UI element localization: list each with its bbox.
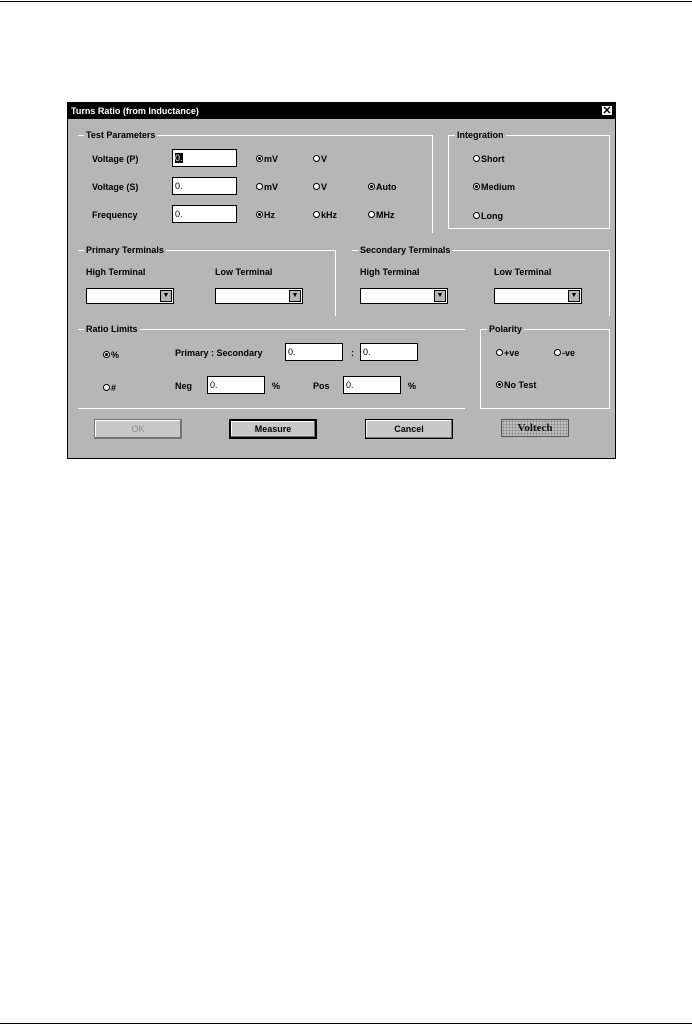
secondary-low-terminal-label: Low Terminal: [494, 267, 552, 277]
secondary-terminals-legend: Secondary Terminals: [360, 245, 451, 255]
ok-button[interactable]: OK: [94, 419, 182, 439]
frequency-unit-khz-radio[interactable]: kHz: [313, 210, 337, 221]
voltage-p-unit-v-radio[interactable]: V: [313, 154, 327, 165]
voltage-s-unit-v-radio[interactable]: V: [313, 182, 327, 193]
page-bottom-rule: [0, 1023, 692, 1024]
voltage-s-unit-mv-radio[interactable]: mV: [256, 182, 278, 193]
primary-secondary-label: Primary : Secondary: [175, 348, 263, 358]
voltech-logo: Voltech: [501, 419, 569, 437]
ratio-limits-group: [78, 324, 465, 409]
neg-unit: %: [272, 381, 281, 391]
ratio-primary-input[interactable]: 0.: [285, 343, 343, 361]
voltage-s-input[interactable]: 0.: [172, 177, 237, 195]
dialog-titlebar: [68, 103, 615, 119]
chevron-down-icon: ▼: [289, 290, 301, 302]
ratio-limits-legend: Ratio Limits: [86, 324, 138, 334]
ratio-mode-hash-radio[interactable]: #: [103, 383, 116, 394]
voltage-p-input[interactable]: 0.: [172, 149, 237, 167]
voltage-p-unit-mv-radio[interactable]: mV: [256, 154, 278, 165]
ratio-secondary-input[interactable]: 0.: [360, 343, 418, 361]
polarity-positive-radio[interactable]: +ve: [496, 348, 519, 359]
chevron-down-icon: ▼: [160, 290, 172, 302]
primary-high-terminal-dropdown[interactable]: [86, 288, 174, 304]
pos-unit: %: [408, 381, 417, 391]
chevron-down-icon: ▼: [568, 290, 580, 302]
ratio-mode-percent-radio[interactable]: %: [103, 350, 119, 361]
page-top-rule: [0, 1, 692, 2]
integration-legend: Integration: [457, 130, 504, 140]
polarity-group: [480, 324, 610, 409]
voltage-s-label: Voltage (S): [92, 182, 139, 192]
test-parameters-legend: Test Parameters: [86, 130, 156, 140]
turns-ratio-dialog: [67, 102, 616, 459]
integration-short-radio[interactable]: Short: [473, 154, 505, 165]
secondary-high-terminal-dropdown[interactable]: [360, 288, 448, 304]
cancel-button[interactable]: Cancel: [365, 419, 453, 439]
secondary-low-terminal-dropdown[interactable]: [494, 288, 582, 304]
pos-limit-input[interactable]: 0.: [343, 376, 401, 394]
ratio-colon: :: [351, 348, 354, 358]
frequency-label: Frequency: [92, 210, 138, 220]
neg-label: Neg: [175, 381, 193, 391]
voltage-p-label: Voltage (P): [92, 154, 139, 164]
primary-terminals-legend: Primary Terminals: [86, 245, 164, 255]
polarity-no-test-radio[interactable]: No Test: [496, 380, 536, 391]
frequency-unit-mhz-radio[interactable]: MHz: [368, 210, 395, 221]
pos-label: Pos: [313, 381, 330, 391]
integration-long-radio[interactable]: Long: [473, 211, 503, 222]
primary-low-terminal-dropdown[interactable]: [215, 288, 303, 304]
neg-limit-input[interactable]: 0.: [207, 376, 265, 394]
measure-button[interactable]: Measure: [229, 419, 317, 439]
primary-terminals-group: [78, 245, 336, 316]
primary-low-terminal-label: Low Terminal: [215, 267, 273, 277]
primary-high-terminal-label: High Terminal: [86, 267, 146, 277]
frequency-unit-hz-radio[interactable]: Hz: [256, 210, 275, 221]
dialog-title: Turns Ratio (from Inductance): [71, 106, 199, 116]
secondary-high-terminal-label: High Terminal: [360, 267, 420, 277]
close-icon[interactable]: ✕: [602, 105, 612, 117]
frequency-input[interactable]: 0.: [172, 205, 237, 223]
polarity-legend: Polarity: [489, 324, 523, 334]
ratio-limits-bottom-line: [78, 408, 465, 409]
secondary-terminals-group: [352, 245, 610, 316]
voltage-s-unit-auto-radio[interactable]: Auto: [368, 182, 397, 193]
polarity-negative-radio[interactable]: -ve: [554, 348, 575, 359]
integration-medium-radio[interactable]: Medium: [473, 182, 515, 193]
chevron-down-icon: ▼: [434, 290, 446, 302]
